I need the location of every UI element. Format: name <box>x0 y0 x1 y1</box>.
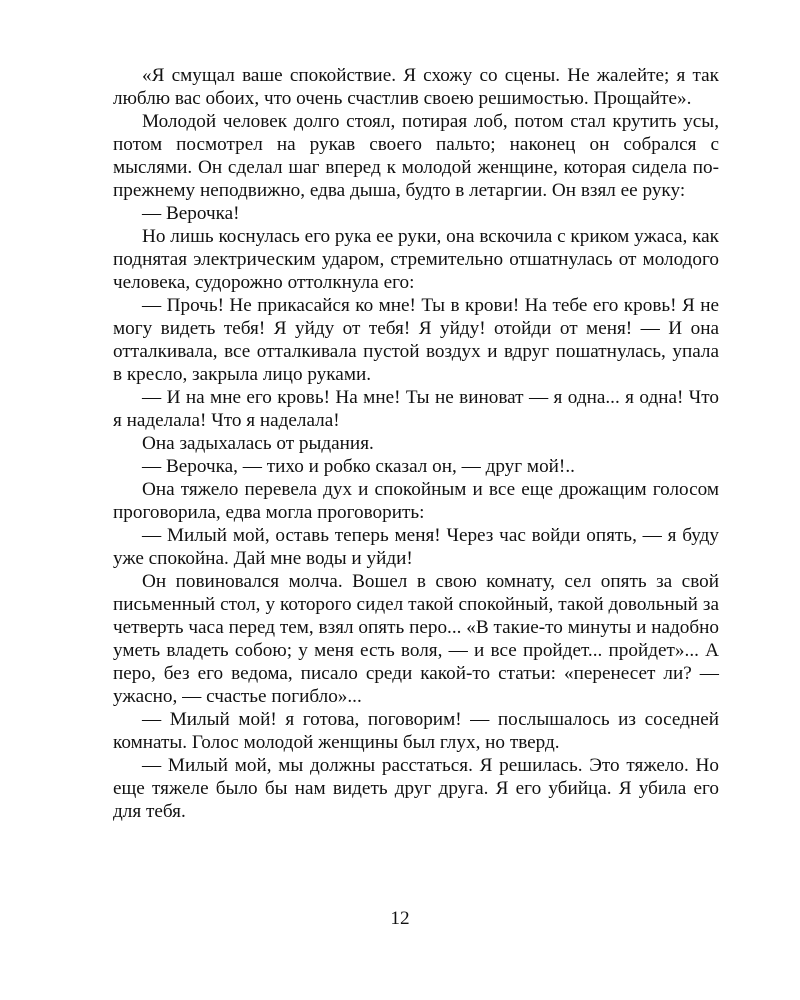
page-text <box>113 64 719 823</box>
paragraph: — Милый мой, оставь теперь меня! Через час войди опять, — я буду уже спокойна. Дай мне воды и уйди! <box>113 525 719 569</box>
paragraph: Он повиновался молча. Вошел в свою комнату, сел опять за свой письменный стол, у которого сидел такой спокойный, такой довольный за четверть часа перед тем, взял опять перо... «В такие-то минуты и надобно уметь владеть собою; у меня есть воля, — и все пройдет... пройдет»... А перо, без его ведома, писало среди какой-то статьи: «перенесет ли? — ужасно, — счастье погибло»... <box>113 571 719 707</box>
paragraph: — Верочка, — тихо и робко сказал он, — друг мой!.. <box>142 456 575 477</box>
paragraph: — Милый мой, мы должны расстаться. Я решилась. Это тяжело. Но еще тяжеле было бы нам видеть друг друга. Я его убийца. Я убила его для тебя. <box>113 755 719 822</box>
paragraph: Она тяжело перевела дух и спокойным и все еще дрожащим голосом проговорила, едва могла проговорить: <box>113 479 719 523</box>
paragraph: — Милый мой! я готова, поговорим! — послышалось из соседней комнаты. Голос молодой женщины был глух, но тверд. <box>113 709 719 753</box>
paragraph: Молодой человек долго стоял, потирая лоб, потом стал крутить усы, потом посмотрел на рукав своего пальто; наконец он собрался с мыслями. Он сделал шаг вперед к молодой женщине, которая сидела по-прежнему неподвижно, едва дыша, будто в летаргии. Он взял ее руку: <box>113 111 719 201</box>
paragraph: Она задыхалась от рыдания. <box>142 433 374 454</box>
paragraph: — И на мне его кровь! На мне! Ты не виноват — я одна... я одна! Что я наделала! Что я наделала! <box>113 387 719 431</box>
paragraph: — Верочка! <box>142 203 240 224</box>
paragraph: Но лишь коснулась его рука ее руки, она вскочила с криком ужаса, как поднятая электрическим ударом, стремительно отшатнулась от молодого человека, судорожно оттолкнула его: <box>113 226 719 293</box>
paragraph: — Прочь! Не прикасайся ко мне! Ты в крови! На тебе его кровь! Я не могу видеть тебя! Я уйду от тебя! Я уйду! отойди от меня! — И она отталкивала, все отталкивала пустой воздух и вдруг пошатнулась, упала в кресло, закрыла лицо руками. <box>113 295 719 385</box>
paragraph: «Я смущал ваше спокойствие. Я схожу со сцены. Не жалейте; я так люблю вас обоих, что очень счастлив своею решимостью. Прощайте». <box>113 65 719 109</box>
page-number: 12 <box>390 908 410 929</box>
